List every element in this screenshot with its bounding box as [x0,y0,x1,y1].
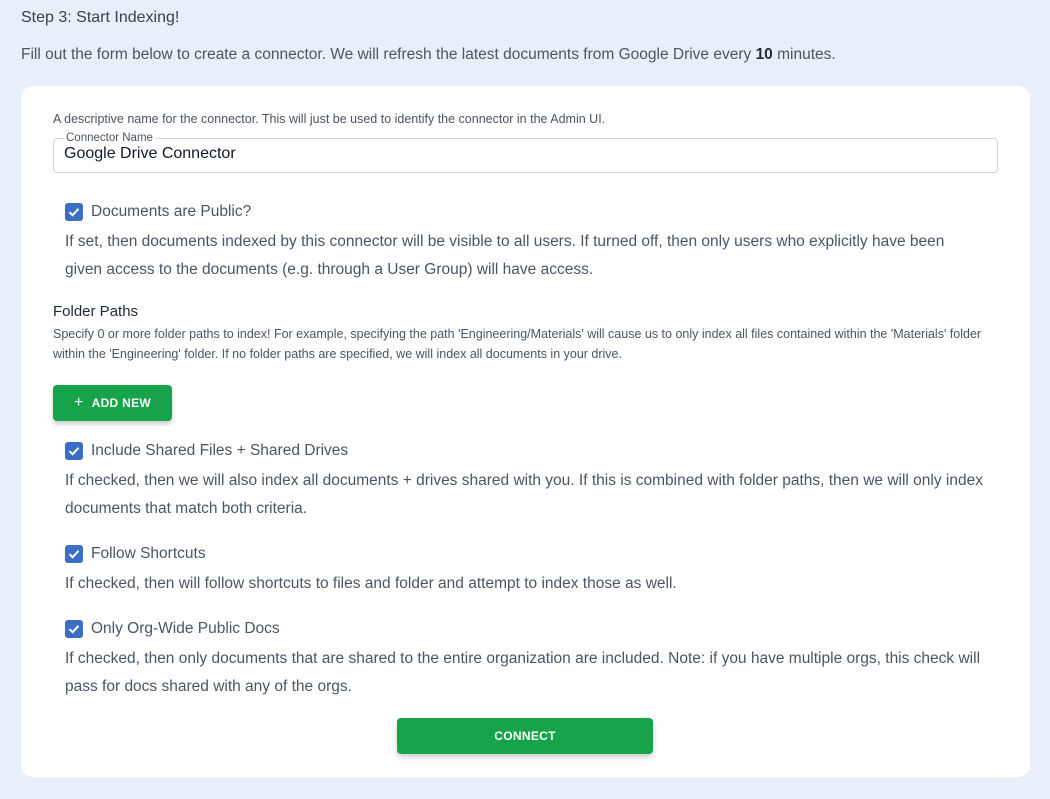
add-new-label: ADD NEW [91,396,152,410]
shortcuts-checkbox-row[interactable] [65,545,206,563]
public-checkbox[interactable] [65,203,83,221]
folder-paths-help: Specify 0 or more folder paths to index! For example, specifying the path 'Engineering/Materials' will cause us to only index all files contained within the 'Materials' folder within the 'Engineering' folder. If no folder paths are specified, we will index all documents in your drive. [53,327,982,361]
step-title: Step 3: Start Indexing! [21,9,180,26]
checkmark-icon [67,547,81,561]
shared-checkbox-label: Include Shared Files + Shared Drives [91,442,349,459]
connector-name-field[interactable] [53,132,998,173]
connector-form-card [21,86,1030,777]
org-wide-help: If checked, then only documents that are shared to the entire organization are included. Note: if you have multiple orgs, this check will pass for docs shared with any of the orgs. [65,650,981,695]
step-description-prefix: Fill out the form below to create a connector. We will refresh the latest documents from Google Drive every [21,46,756,63]
public-help: If set, then documents indexed by this connector will be visible to all users. If turned off, then only users who explicitly have been given access to the documents (e.g. through a User Group) will have access. [65,233,945,278]
org-wide-checkbox[interactable] [65,620,83,638]
checkmark-icon [67,622,81,636]
org-wide-checkbox-row[interactable] [65,620,280,638]
connect-button[interactable]: CONNECT [397,718,653,754]
step-description [21,46,836,64]
refresh-minutes: 10 [755,46,773,63]
plus-icon: + [73,394,84,411]
connector-name-label: Connector Name [66,132,153,144]
checkmark-icon [67,444,81,458]
checkmark-icon [67,205,81,219]
connector-name-help: A descriptive name for the connector. This will just be used to identify the connector in the Admin UI. [53,112,606,126]
org-wide-checkbox-label: Only Org-Wide Public Docs [91,620,280,637]
folder-paths-title: Folder Paths [53,303,139,320]
add-new-button[interactable] [53,385,172,421]
shortcuts-help: If checked, then will follow shortcuts to files and folder and attempt to index those as well. [65,575,677,592]
shortcuts-checkbox[interactable] [65,545,83,563]
connector-name-input[interactable] [64,145,984,163]
shortcuts-checkbox-label: Follow Shortcuts [91,545,206,562]
shared-checkbox-row[interactable] [65,442,348,460]
step-description-suffix: minutes. [772,46,836,63]
shared-checkbox[interactable] [65,442,83,460]
public-checkbox-row[interactable] [65,203,251,221]
shared-help: If checked, then we will also index all documents + drives shared with you. If this is combined with folder paths, then we will only index documents that match both criteria. [65,472,983,517]
public-checkbox-label: Documents are Public? [91,203,252,220]
